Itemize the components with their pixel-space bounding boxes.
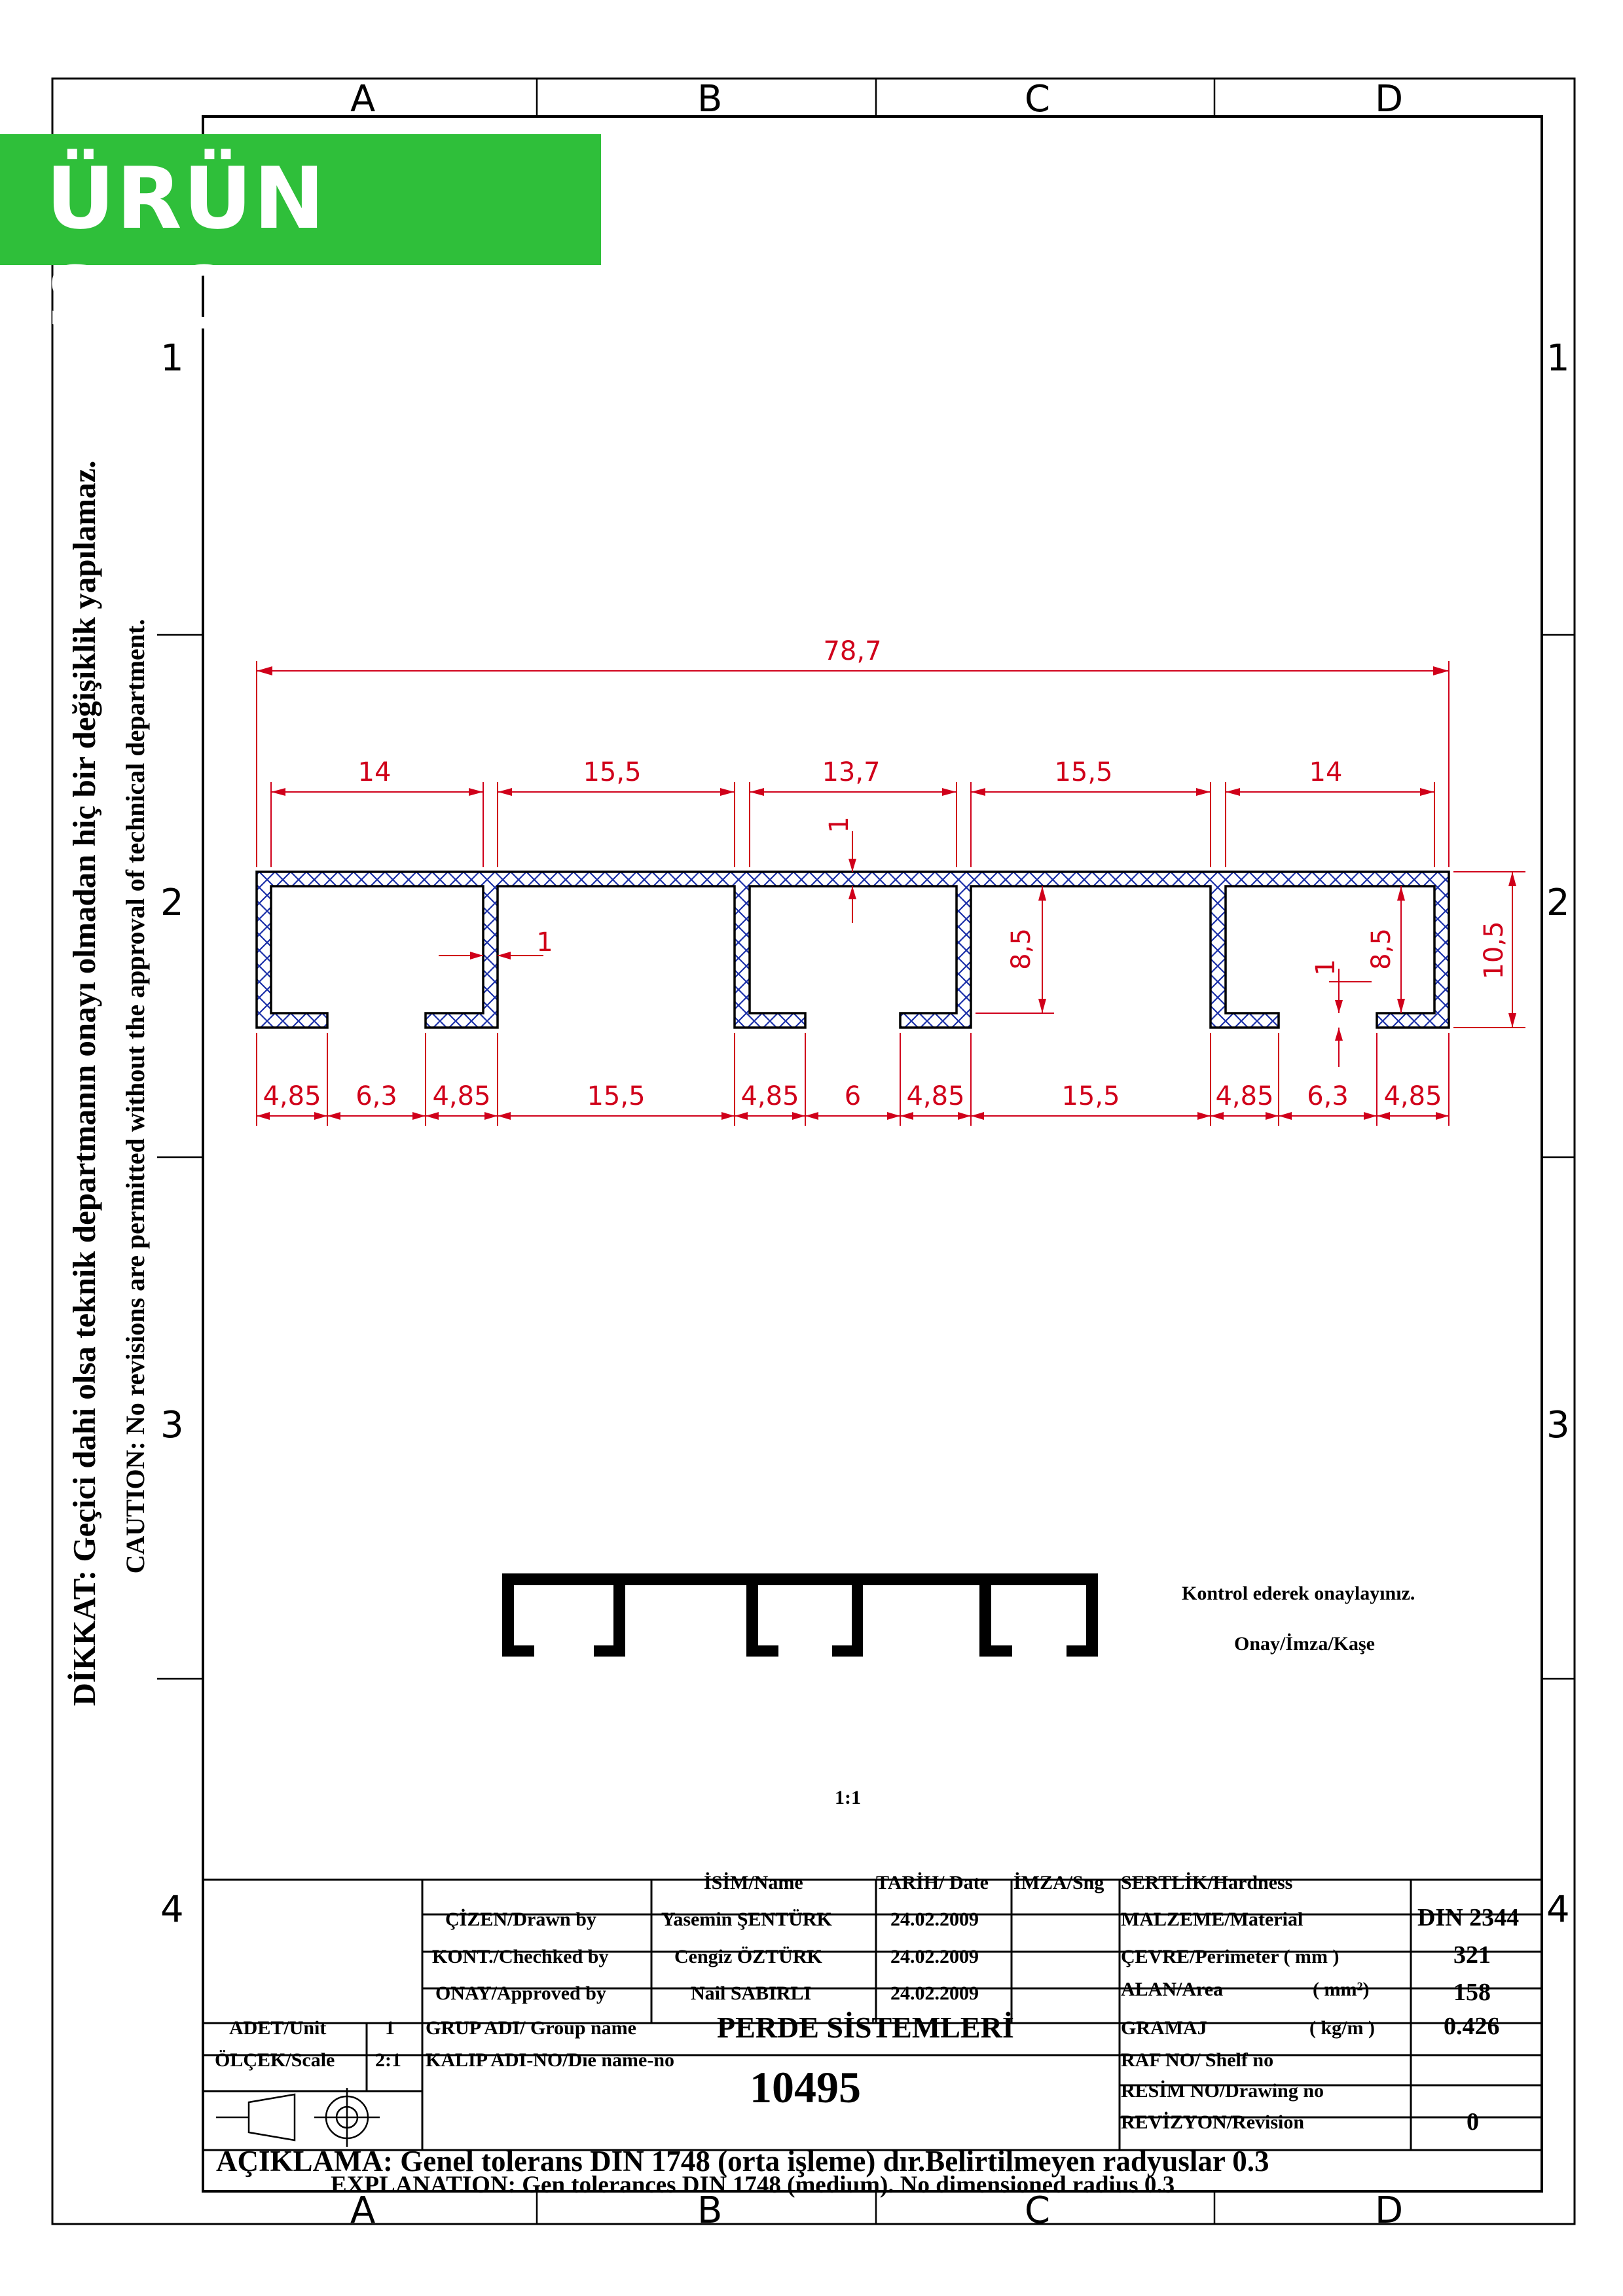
dim-bottom-1: 4,85 bbox=[263, 1081, 321, 1111]
group-label: GRUP ADI/ Group name bbox=[426, 2017, 636, 2039]
dim-bottom-4: 15,5 bbox=[587, 1081, 646, 1111]
dim-top-1: 14 bbox=[357, 757, 392, 787]
dim-top-3: 13,7 bbox=[822, 757, 881, 787]
zone-row-1-right: 1 bbox=[1546, 337, 1570, 380]
dim-slot-height: 8,5 bbox=[1006, 928, 1036, 970]
checked-by-date: 24.02.2009 bbox=[890, 1946, 979, 1967]
explanation-en: EXPLANATION: Gen tolerances DIN 1748 (medium). No dimensioned radius 0.3 bbox=[331, 2172, 1175, 2198]
shelf-label: RAF NO/ Shelf no bbox=[1121, 2049, 1274, 2071]
zone-col-d-bottom: D bbox=[1375, 2189, 1404, 2232]
header-hardness: SERTLİK/Hardness bbox=[1121, 1872, 1293, 1893]
zone-row-1-left: 1 bbox=[160, 337, 184, 380]
approval-stamp-label: Onay/İmza/Kaşe bbox=[1234, 1633, 1375, 1655]
dim-bottom-2: 6,3 bbox=[356, 1081, 397, 1111]
zone-col-d-top: D bbox=[1375, 78, 1404, 120]
stock-badge-label: ÜRÜN STOK bbox=[46, 149, 327, 348]
drawn-by-date: 24.02.2009 bbox=[890, 1909, 979, 1930]
area-unit: ( mm²) bbox=[1313, 1979, 1370, 2000]
zone-col-c-bottom: C bbox=[1025, 2189, 1051, 2232]
caution-en: CAUTION: No revisions are permitted without the approval of technical department. bbox=[120, 619, 150, 1574]
zone-row-2-right: 2 bbox=[1546, 882, 1570, 924]
zone-dividers bbox=[157, 79, 1575, 2224]
dimension-lines bbox=[257, 661, 1525, 1126]
header-name: İSİM/Name bbox=[704, 1872, 803, 1893]
drawn-by-name: Yasemin ŞENTÜRK bbox=[661, 1909, 832, 1930]
scale-value: 2:1 bbox=[375, 2049, 401, 2071]
checked-by-label: KONT./Chechked by bbox=[432, 1946, 609, 1967]
die-number: 10495 bbox=[750, 2062, 861, 2112]
weight-unit: ( kg/m ) bbox=[1309, 2017, 1375, 2039]
dim-bottom-8: 15,5 bbox=[1061, 1081, 1120, 1111]
zone-row-4-left: 4 bbox=[160, 1888, 184, 1931]
dim-bottom-6: 6 bbox=[844, 1081, 862, 1111]
zone-col-a-top: A bbox=[350, 78, 376, 120]
dim-bottom-10: 6,3 bbox=[1307, 1081, 1349, 1111]
zone-col-b-top: B bbox=[697, 78, 723, 120]
dim-total-height: 10,5 bbox=[1479, 921, 1509, 980]
outer-border bbox=[52, 79, 1575, 2224]
approval-note: Kontrol ederek onaylayınız. bbox=[1182, 1583, 1415, 1604]
material-value: DIN 2344 bbox=[1417, 1904, 1520, 1931]
material-label: MALZEME/Material bbox=[1121, 1909, 1304, 1930]
zone-row-3-right: 3 bbox=[1546, 1404, 1570, 1446]
group-value: PERDE SİSTEMLERİ bbox=[717, 2011, 1014, 2044]
zone-row-2-left: 2 bbox=[160, 882, 184, 924]
dim-web-thickness: 1 bbox=[536, 927, 553, 958]
perimeter-label: ÇEVRE/Perimeter ( mm ) bbox=[1121, 1946, 1340, 1967]
dim-wall-thickness: 1 bbox=[824, 816, 854, 833]
unit-label: ADET/Unit bbox=[229, 2017, 327, 2039]
revision-value: 0 bbox=[1467, 2108, 1479, 2136]
drawing-no-label: RESİM NO/Drawing no bbox=[1121, 2080, 1324, 2102]
revision-label: REVİZYON/Revision bbox=[1121, 2111, 1305, 2133]
zone-col-b-bottom: B bbox=[697, 2189, 723, 2232]
dim-bottom-11: 4,85 bbox=[1383, 1081, 1442, 1111]
approved-by-label: ONAY/Approved by bbox=[435, 1982, 606, 2004]
zone-col-a-bottom: A bbox=[350, 2189, 376, 2232]
header-signature: İMZA/Sng bbox=[1013, 1872, 1104, 1893]
profile-thumbnail bbox=[503, 1574, 1097, 1656]
area-label: ALAN/Area bbox=[1121, 1979, 1224, 2000]
unit-value: 1 bbox=[385, 2017, 395, 2039]
dim-bottom-7: 4,85 bbox=[906, 1081, 965, 1111]
perimeter-value: 321 bbox=[1453, 1941, 1491, 1969]
header-date: TARİH/ Date bbox=[876, 1872, 989, 1893]
dim-top-5: 14 bbox=[1309, 757, 1343, 787]
die-label: KALIP ADI-NO/Dıe name-no bbox=[426, 2049, 675, 2071]
dim-top-2: 15,5 bbox=[583, 757, 642, 787]
approved-by-name: Nail SABIRLI bbox=[691, 1982, 812, 2004]
caution-tr: DİKKAT: Geçici dahi olsa teknik departmanın onayı olmadan hiç bir değişiklik yapılamaz. bbox=[66, 460, 102, 1706]
stock-badge bbox=[0, 134, 601, 348]
dim-bottom-3: 4,85 bbox=[432, 1081, 491, 1111]
thumbnail-scale: 1:1 bbox=[835, 1787, 861, 1808]
dim-slot-height-right: 8,5 bbox=[1366, 928, 1396, 970]
scale-label: ÖLÇEK/Scale bbox=[215, 2049, 335, 2071]
weight-value: 0.426 bbox=[1444, 2013, 1500, 2040]
zone-row-4-right: 4 bbox=[1546, 1888, 1570, 1931]
dim-lip-thickness: 1 bbox=[1311, 959, 1341, 976]
checked-by-name: Cengiz ÖZTÜRK bbox=[674, 1946, 822, 1967]
weight-label: GRAMAJ bbox=[1121, 2017, 1207, 2039]
zone-col-c-top: C bbox=[1025, 78, 1051, 120]
projection-symbol-icon bbox=[216, 2088, 380, 2147]
explanation-tr: AÇIKLAMA: Genel tolerans DIN 1748 (orta işleme) dır.Belirtilmeyen radyuslar 0.3 bbox=[216, 2145, 1269, 2178]
dim-overall: 78,7 bbox=[823, 636, 882, 666]
approved-by-date: 24.02.2009 bbox=[890, 1982, 979, 2004]
drawn-by-label: ÇİZEN/Drawn by bbox=[445, 1909, 596, 1930]
area-value: 158 bbox=[1453, 1979, 1491, 2006]
zone-row-3-left: 3 bbox=[160, 1404, 184, 1446]
dim-bottom-5: 4,85 bbox=[740, 1081, 799, 1111]
dim-top-4: 15,5 bbox=[1054, 757, 1113, 787]
dim-bottom-9: 4,85 bbox=[1215, 1081, 1274, 1111]
